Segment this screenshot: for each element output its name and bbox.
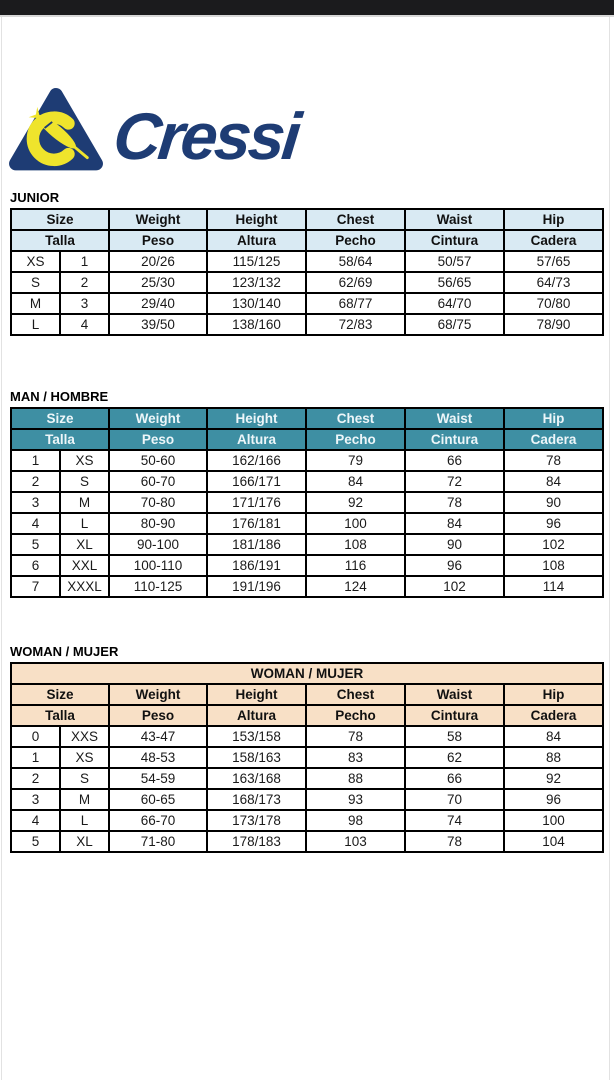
header-cell-chest: Chest xyxy=(306,209,405,230)
value-cell: 100-110 xyxy=(109,555,207,576)
value-cell: 80-90 xyxy=(109,513,207,534)
value-cell: 70 xyxy=(405,789,504,810)
value-cell: 57/65 xyxy=(504,251,603,272)
value-cell: 84 xyxy=(504,726,603,747)
size-cell: M xyxy=(11,293,60,314)
value-cell: 168/173 xyxy=(207,789,306,810)
table-row xyxy=(11,810,603,831)
size-cell: M xyxy=(60,789,109,810)
header-cell-altura: Altura xyxy=(207,429,306,450)
size-cell: 2 xyxy=(11,768,60,789)
header-cell-weight: Weight xyxy=(109,209,207,230)
value-cell: 64/70 xyxy=(405,293,504,314)
value-cell: 64/73 xyxy=(504,272,603,293)
header-row-en xyxy=(11,684,603,705)
header-cell-waist: Waist xyxy=(405,408,504,429)
value-cell: 83 xyxy=(306,747,405,768)
table-row xyxy=(11,471,603,492)
value-cell: 92 xyxy=(504,768,603,789)
value-cell: 79 xyxy=(306,450,405,471)
header-cell-pecho: Pecho xyxy=(306,429,405,450)
value-cell: 176/181 xyxy=(207,513,306,534)
size-cell: XL xyxy=(60,831,109,852)
size-cell: M xyxy=(60,492,109,513)
value-cell: 124 xyxy=(306,576,405,597)
value-cell: 181/186 xyxy=(207,534,306,555)
value-cell: 103 xyxy=(306,831,405,852)
header-cell-hip: Hip xyxy=(504,684,603,705)
header-cell-weight: Weight xyxy=(109,408,207,429)
header-cell-size: Size xyxy=(11,209,109,230)
value-cell: 90-100 xyxy=(109,534,207,555)
size-cell: 3 xyxy=(11,492,60,513)
value-cell: 71-80 xyxy=(109,831,207,852)
header-row-en xyxy=(11,408,603,429)
value-cell: 90 xyxy=(405,534,504,555)
size-cell: 1 xyxy=(11,450,60,471)
size-cell: 3 xyxy=(60,293,109,314)
value-cell: 96 xyxy=(405,555,504,576)
value-cell: 66-70 xyxy=(109,810,207,831)
value-cell: 58/64 xyxy=(306,251,405,272)
value-cell: 84 xyxy=(405,513,504,534)
size-cell: 4 xyxy=(60,314,109,335)
value-cell: 50/57 xyxy=(405,251,504,272)
size-cell: 0 xyxy=(11,726,60,747)
section-title-man: MAN / HOMBRE xyxy=(10,389,109,404)
header-cell-waist: Waist xyxy=(405,684,504,705)
value-cell: 171/176 xyxy=(207,492,306,513)
header-cell-size: Size xyxy=(11,684,109,705)
size-cell: S xyxy=(11,272,60,293)
value-cell: 108 xyxy=(504,555,603,576)
table-row xyxy=(11,513,603,534)
value-cell: 138/160 xyxy=(207,314,306,335)
header-cell-pecho: Pecho xyxy=(306,230,405,251)
value-cell: 166/171 xyxy=(207,471,306,492)
value-cell: 100 xyxy=(504,810,603,831)
value-cell: 110-125 xyxy=(109,576,207,597)
value-cell: 163/168 xyxy=(207,768,306,789)
header-cell-cintura: Cintura xyxy=(405,429,504,450)
status-bar xyxy=(0,0,614,17)
size-cell: 1 xyxy=(11,747,60,768)
woman-size-table xyxy=(10,662,604,853)
table-row xyxy=(11,314,603,335)
table-row xyxy=(11,576,603,597)
value-cell: 123/132 xyxy=(207,272,306,293)
woman-section xyxy=(10,644,602,853)
header-cell-talla: Talla xyxy=(11,429,109,450)
value-cell: 186/191 xyxy=(207,555,306,576)
value-cell: 100 xyxy=(306,513,405,534)
value-cell: 158/163 xyxy=(207,747,306,768)
value-cell: 56/65 xyxy=(405,272,504,293)
table-row xyxy=(11,726,603,747)
value-cell: 78/90 xyxy=(504,314,603,335)
table-row xyxy=(11,534,603,555)
header-cell-height: Height xyxy=(207,408,306,429)
value-cell: 62/69 xyxy=(306,272,405,293)
header-cell-cadera: Cadera xyxy=(504,429,603,450)
size-cell: L xyxy=(60,513,109,534)
value-cell: 78 xyxy=(306,726,405,747)
value-cell: 162/166 xyxy=(207,450,306,471)
junior-section xyxy=(10,190,602,336)
value-cell: 102 xyxy=(405,576,504,597)
header-cell-waist: Waist xyxy=(405,209,504,230)
value-cell: 29/40 xyxy=(109,293,207,314)
size-cell: 2 xyxy=(11,471,60,492)
value-cell: 68/77 xyxy=(306,293,405,314)
table-row xyxy=(11,272,603,293)
header-cell-chest: Chest xyxy=(306,684,405,705)
value-cell: 78 xyxy=(405,492,504,513)
size-cell: 1 xyxy=(60,251,109,272)
brand-wordmark: Cressi xyxy=(110,99,302,173)
value-cell: 70-80 xyxy=(109,492,207,513)
man-size-table xyxy=(10,407,604,598)
section-title-junior: JUNIOR xyxy=(10,190,60,205)
value-cell: 108 xyxy=(306,534,405,555)
junior-size-table xyxy=(10,208,604,336)
header-cell-altura: Altura xyxy=(207,230,306,251)
value-cell: 102 xyxy=(504,534,603,555)
table-banner-row xyxy=(11,663,603,684)
value-cell: 173/178 xyxy=(207,810,306,831)
table-banner-cell: WOMAN / MUJER xyxy=(11,663,603,684)
header-row-es xyxy=(11,429,603,450)
header-cell-cintura: Cintura xyxy=(405,230,504,251)
header-row-en xyxy=(11,209,603,230)
header-cell-altura: Altura xyxy=(207,705,306,726)
header-cell-peso: Peso xyxy=(109,230,207,251)
size-cell: S xyxy=(60,768,109,789)
value-cell: 72 xyxy=(405,471,504,492)
value-cell: 92 xyxy=(306,492,405,513)
header-cell-peso: Peso xyxy=(109,705,207,726)
header-cell-chest: Chest xyxy=(306,408,405,429)
header-cell-cintura: Cintura xyxy=(405,705,504,726)
value-cell: 191/196 xyxy=(207,576,306,597)
value-cell: 84 xyxy=(306,471,405,492)
table-row xyxy=(11,293,603,314)
value-cell: 39/50 xyxy=(109,314,207,335)
header-cell-hip: Hip xyxy=(504,209,603,230)
value-cell: 48-53 xyxy=(109,747,207,768)
table-row xyxy=(11,492,603,513)
value-cell: 43-47 xyxy=(109,726,207,747)
value-cell: 98 xyxy=(306,810,405,831)
value-cell: 20/26 xyxy=(109,251,207,272)
size-cell: 3 xyxy=(11,789,60,810)
value-cell: 58 xyxy=(405,726,504,747)
value-cell: 62 xyxy=(405,747,504,768)
value-cell: 54-59 xyxy=(109,768,207,789)
value-cell: 66 xyxy=(405,768,504,789)
section-title-woman: WOMAN / MUJER xyxy=(10,644,119,659)
header-cell-talla: Talla xyxy=(11,705,109,726)
size-cell: L xyxy=(60,810,109,831)
value-cell: 74 xyxy=(405,810,504,831)
page-edge-right xyxy=(609,17,610,1080)
header-cell-pecho: Pecho xyxy=(306,705,405,726)
value-cell: 153/158 xyxy=(207,726,306,747)
size-cell: 4 xyxy=(11,513,60,534)
header-cell-peso: Peso xyxy=(109,429,207,450)
value-cell: 88 xyxy=(306,768,405,789)
size-cell: S xyxy=(60,471,109,492)
size-cell: 5 xyxy=(11,831,60,852)
table-row xyxy=(11,450,603,471)
value-cell: 96 xyxy=(504,513,603,534)
size-cell: 5 xyxy=(11,534,60,555)
size-cell: 6 xyxy=(11,555,60,576)
table-row xyxy=(11,789,603,810)
size-cell: XXL xyxy=(60,555,109,576)
page-edge-left xyxy=(1,17,2,1080)
value-cell: 115/125 xyxy=(207,251,306,272)
header-cell-size: Size xyxy=(11,408,109,429)
size-cell: XXS xyxy=(60,726,109,747)
size-cell: XS xyxy=(60,747,109,768)
header-cell-height: Height xyxy=(207,209,306,230)
header-row-es xyxy=(11,705,603,726)
value-cell: 68/75 xyxy=(405,314,504,335)
value-cell: 93 xyxy=(306,789,405,810)
value-cell: 104 xyxy=(504,831,603,852)
size-cell: L xyxy=(11,314,60,335)
size-cell: 7 xyxy=(11,576,60,597)
header-cell-cadera: Cadera xyxy=(504,230,603,251)
size-cell: XXXL xyxy=(60,576,109,597)
header-cell-talla: Talla xyxy=(11,230,109,251)
value-cell: 116 xyxy=(306,555,405,576)
header-row-es xyxy=(11,230,603,251)
value-cell: 66 xyxy=(405,450,504,471)
size-cell: XS xyxy=(11,251,60,272)
value-cell: 88 xyxy=(504,747,603,768)
header-cell-weight: Weight xyxy=(109,684,207,705)
value-cell: 72/83 xyxy=(306,314,405,335)
brand-logo xyxy=(8,87,614,179)
header-cell-cadera: Cadera xyxy=(504,705,603,726)
size-cell: XS xyxy=(60,450,109,471)
value-cell: 78 xyxy=(405,831,504,852)
value-cell: 60-70 xyxy=(109,471,207,492)
value-cell: 25/30 xyxy=(109,272,207,293)
table-row xyxy=(11,768,603,789)
value-cell: 114 xyxy=(504,576,603,597)
size-cell: 2 xyxy=(60,272,109,293)
value-cell: 70/80 xyxy=(504,293,603,314)
size-cell: 4 xyxy=(11,810,60,831)
table-row xyxy=(11,555,603,576)
value-cell: 90 xyxy=(504,492,603,513)
header-cell-hip: Hip xyxy=(504,408,603,429)
value-cell: 130/140 xyxy=(207,293,306,314)
value-cell: 96 xyxy=(504,789,603,810)
table-row xyxy=(11,747,603,768)
cressi-triangle-logo-icon xyxy=(8,87,104,179)
table-row xyxy=(11,831,603,852)
value-cell: 78 xyxy=(504,450,603,471)
value-cell: 84 xyxy=(504,471,603,492)
man-section xyxy=(10,389,602,598)
size-cell: XL xyxy=(60,534,109,555)
value-cell: 60-65 xyxy=(109,789,207,810)
value-cell: 178/183 xyxy=(207,831,306,852)
value-cell: 50-60 xyxy=(109,450,207,471)
header-cell-height: Height xyxy=(207,684,306,705)
table-row xyxy=(11,251,603,272)
